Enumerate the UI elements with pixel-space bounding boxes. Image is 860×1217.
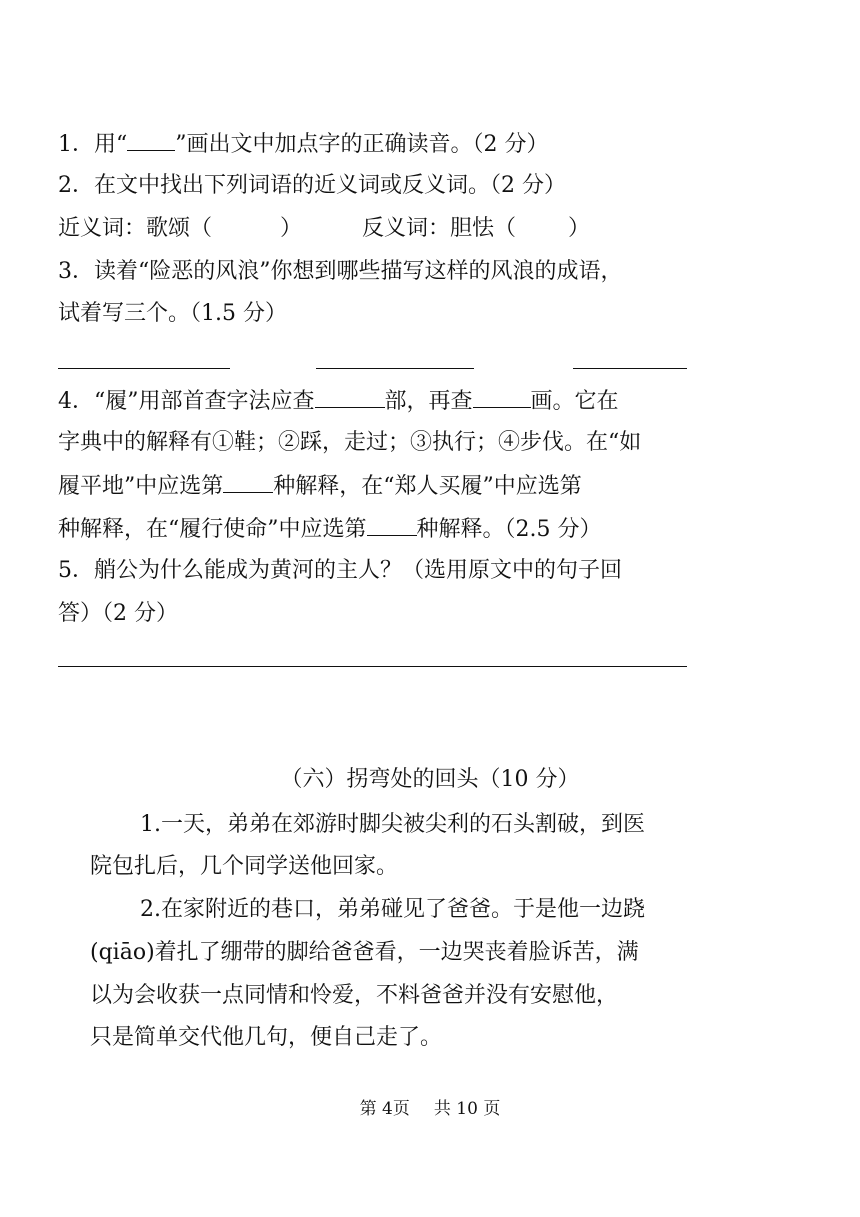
question-5-line-2: 答）（2 分） [58,601,178,626]
paragraph-2-line-4: 只是简单交代他几句，便自己走了。 [90,1025,443,1050]
question-2: 2．在文中找出下列词语的近义词或反义词。（2 分） [58,173,566,198]
answer-line-3[interactable] [573,368,687,369]
section-title: （六）拐弯处的回头（10 分） [280,767,580,792]
paragraph-2-line-3: 以为会收获一点同情和怜爱，不料爸爸并没有安慰他， [90,983,619,1008]
question-3-line-2: 试着写三个。（1.5 分） [58,301,287,326]
question-3-line-1: 3．读着“险恶的风浪”你想到哪些描写这样的风浪的成语， [58,259,623,284]
paragraph-2-line-2: (qiāo)着扎了绷带的脚给爸爸看，一边哭丧着脸诉苦，满 [90,940,639,965]
answer-line-q5[interactable] [58,666,687,667]
question-5-line-1: 5．艄公为什么能成为黄河的主人？（选用原文中的句子回 [58,558,622,583]
meaning-blank-1[interactable] [223,474,273,493]
paragraph-1-line-2: 院包扎后，几个同学送他回家。 [90,854,399,879]
page-footer [0,1094,860,1119]
meaning-blank-3[interactable] [367,517,417,536]
radical-blank[interactable] [315,389,385,408]
question-1: 1．用“ ”画出文中加点字的正确读音。（2 分） [58,132,549,157]
paragraph-1-line-1: 1.一天，弟弟在郊游时脚尖被尖利的石头割破，到医 [140,812,645,837]
answer-blank[interactable] [127,132,175,151]
stroke-blank[interactable] [473,389,531,408]
question-4-line-4: 种解释，在“履行使命”中应选第 种解释。（2.5 分） [58,517,602,542]
question-4-line-2: 字典中的解释有①鞋；②踩，走过；③执行；④步伐。在“如 [58,430,642,455]
page-total: 共 10 页 [433,1099,501,1119]
answer-line-2[interactable] [316,368,474,369]
page-number: 第 4页 [359,1099,410,1119]
answer-line-1[interactable] [58,368,230,369]
question-4-line-3: 履平地”中应选第 种解释，在“郑人买履”中应选第 [58,474,582,499]
question-2-answers: 近义词：歌颂（ ） 反义词：胆怯（ ） [58,216,591,241]
question-4-line-1: 4．“履”用部首查字法应查 部，再查 画。它在 [58,389,619,414]
paragraph-2-line-1: 2.在家附近的巷口，弟弟碰见了爸爸。于是他一边跷 [140,897,645,922]
